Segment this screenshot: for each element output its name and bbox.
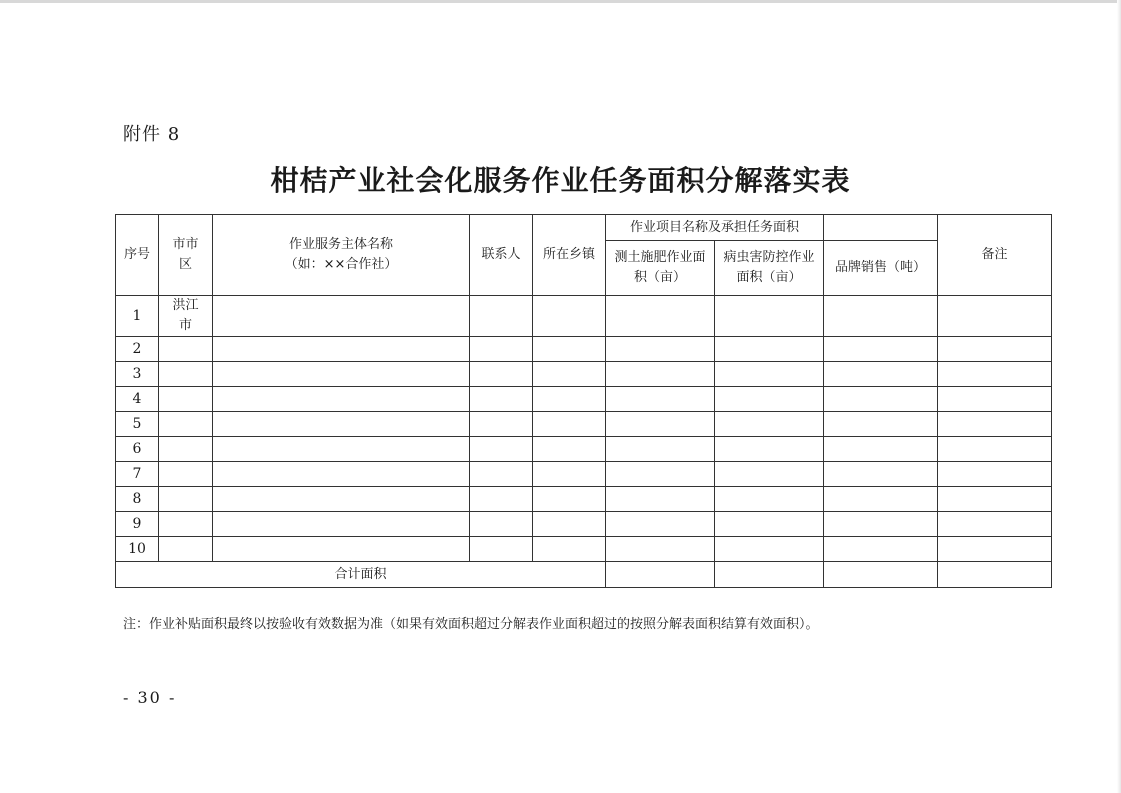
row-cell <box>606 512 715 537</box>
row-cell <box>533 412 606 437</box>
row-cell <box>715 462 824 487</box>
row-cell <box>213 387 470 412</box>
row-cell <box>715 412 824 437</box>
row-cell <box>470 512 533 537</box>
row-county <box>159 512 213 537</box>
row-cell <box>533 296 606 337</box>
row-cell <box>715 487 824 512</box>
row-cell <box>470 437 533 462</box>
row-cell <box>470 296 533 337</box>
table-row <box>116 362 1052 387</box>
row-seq: 4 <box>116 387 159 412</box>
header-blank <box>824 215 938 241</box>
table-row <box>116 296 1052 337</box>
row-cell <box>715 362 824 387</box>
header-township: 所在乡镇 <box>533 215 606 296</box>
row-cell <box>606 462 715 487</box>
table-row <box>116 412 1052 437</box>
row-cell <box>715 296 824 337</box>
total-cell <box>715 562 824 588</box>
row-seq: 9 <box>116 512 159 537</box>
row-cell <box>938 487 1052 512</box>
total-row <box>116 562 1052 588</box>
row-cell <box>606 537 715 562</box>
header-entity-example: （如：××合作社） <box>284 257 398 272</box>
page-right-edge <box>1117 0 1121 793</box>
attachment-label: 附件 8 <box>123 124 181 145</box>
header-remarks: 备注 <box>938 215 1052 296</box>
row-cell <box>715 437 824 462</box>
row-cell <box>213 462 470 487</box>
row-cell <box>470 337 533 362</box>
row-seq: 7 <box>116 462 159 487</box>
row-cell <box>824 387 938 412</box>
row-cell <box>213 337 470 362</box>
row-cell <box>213 296 470 337</box>
row-cell <box>606 387 715 412</box>
row-seq: 1 <box>116 296 159 337</box>
row-county <box>159 412 213 437</box>
table-row <box>116 462 1052 487</box>
row-cell <box>213 437 470 462</box>
row-seq: 3 <box>116 362 159 387</box>
row-cell <box>606 487 715 512</box>
total-cell <box>824 562 938 588</box>
row-cell <box>824 537 938 562</box>
row-cell <box>824 462 938 487</box>
table-row <box>116 437 1052 462</box>
row-cell <box>606 337 715 362</box>
row-cell <box>533 537 606 562</box>
row-seq: 2 <box>116 337 159 362</box>
table-row <box>116 512 1052 537</box>
row-cell <box>824 512 938 537</box>
row-cell <box>938 337 1052 362</box>
header-entity-name-text: 作业服务主体名称 <box>288 237 393 252</box>
row-county <box>159 487 213 512</box>
table-row <box>116 387 1052 412</box>
row-county <box>159 387 213 412</box>
document-title: 柑桔产业社会化服务作业任务面积分解落实表 <box>270 164 851 197</box>
header-task-group: 作业项目名称及承担任务面积 <box>606 215 824 241</box>
row-cell <box>213 512 470 537</box>
row-cell <box>938 512 1052 537</box>
row-cell <box>470 487 533 512</box>
row-seq: 10 <box>116 537 159 562</box>
row-county: 洪江市 <box>159 296 213 337</box>
row-cell <box>606 362 715 387</box>
row-cell <box>824 296 938 337</box>
row-cell <box>533 487 606 512</box>
header-seq: 序号 <box>116 215 159 296</box>
row-cell <box>938 537 1052 562</box>
header-pest-control: 病虫害防控作业面积（亩） <box>715 241 824 296</box>
row-cell <box>824 437 938 462</box>
page-top-edge <box>0 0 1121 3</box>
row-cell <box>533 437 606 462</box>
row-cell <box>938 296 1052 337</box>
row-cell <box>470 537 533 562</box>
row-cell <box>213 362 470 387</box>
row-county <box>159 537 213 562</box>
row-seq: 6 <box>116 437 159 462</box>
header-soil-fert: 测土施肥作业面积（亩） <box>606 241 715 296</box>
row-cell <box>938 387 1052 412</box>
row-cell <box>213 537 470 562</box>
row-cell <box>470 462 533 487</box>
row-cell <box>533 337 606 362</box>
total-cell <box>938 562 1052 588</box>
header-brand-sales: 品牌销售（吨） <box>824 241 938 296</box>
row-cell <box>715 512 824 537</box>
row-cell <box>824 487 938 512</box>
table-row <box>116 487 1052 512</box>
row-cell <box>533 387 606 412</box>
row-cell <box>533 362 606 387</box>
header-county-text: 市市区 <box>172 237 199 272</box>
row-cell <box>938 462 1052 487</box>
row-county <box>159 337 213 362</box>
row-cell <box>715 537 824 562</box>
row-cell <box>938 412 1052 437</box>
table-row <box>116 537 1052 562</box>
row-cell <box>824 337 938 362</box>
task-allocation-table <box>115 214 1052 588</box>
header-row-top <box>116 215 1052 241</box>
table-row <box>116 337 1052 362</box>
footnote: 注：作业补贴面积最终以按验收有效数据为准（如果有效面积超过分解表作业面积超过的按照分解表面积结算有效面积）。 <box>123 617 819 632</box>
row-cell <box>470 412 533 437</box>
row-cell <box>533 462 606 487</box>
row-cell <box>824 362 938 387</box>
row-cell <box>938 437 1052 462</box>
row-county <box>159 362 213 387</box>
row-cell <box>606 412 715 437</box>
total-label: 合计面积 <box>116 562 606 588</box>
row-cell <box>606 437 715 462</box>
header-county <box>159 215 213 296</box>
total-cell <box>606 562 715 588</box>
header-entity-name <box>213 215 470 296</box>
page-number: - 30 - <box>123 688 177 707</box>
header-contact: 联系人 <box>470 215 533 296</box>
row-county <box>159 437 213 462</box>
row-cell <box>213 412 470 437</box>
row-cell <box>938 362 1052 387</box>
row-cell <box>470 362 533 387</box>
row-cell <box>715 387 824 412</box>
row-cell <box>824 412 938 437</box>
row-seq: 5 <box>116 412 159 437</box>
row-county <box>159 462 213 487</box>
row-seq: 8 <box>116 487 159 512</box>
row-cell <box>606 296 715 337</box>
row-cell <box>533 512 606 537</box>
row-cell <box>470 387 533 412</box>
row-cell <box>213 487 470 512</box>
row-cell <box>715 337 824 362</box>
